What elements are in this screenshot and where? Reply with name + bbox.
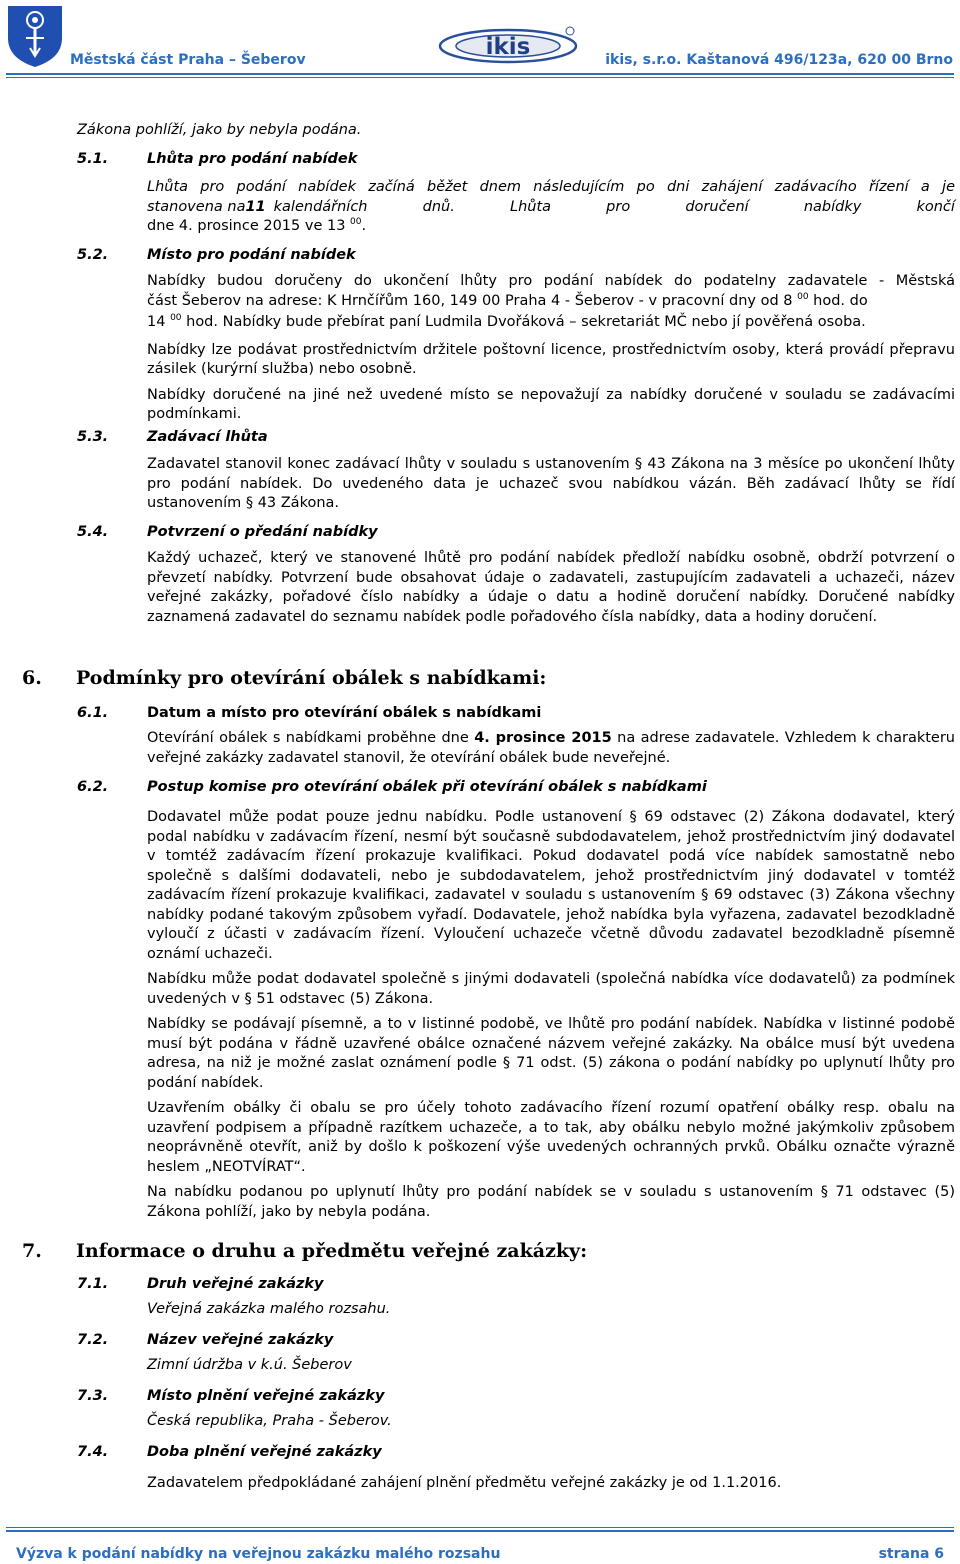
section-title: Potvrzení o předání nabídky [147,524,378,540]
header-company: ikis, s.r.o. Kaštanová 496/123a, 620 00 Brno [605,52,953,68]
text-fragment: hod. do [808,292,868,309]
section-number: 6.2. [77,779,109,795]
section-title: Zadávací lhůta [147,429,268,445]
section-number: 5.4. [77,524,109,540]
section-body [147,178,955,239]
text-fragment: . [361,218,367,234]
paragraph: Každý uchazeč, který ve stanovené lhůtě pro podání nabídek předloží nabídku osobně, obdrží potvrzení o převzetí nabídky. Potvrzení bude obsahovat údaje o zadavateli, zastupujícím zadavateli a uchazeči, název veřejné zakázky, pořadové číslo nabídky a údaje o datu a hodině doručení nabídky. Doručené nabídky zaznamená zadavatel do seznamu nabídek podle pořadového čísla nabídky, data a hodiny doručení. [147,550,955,625]
superscript: 00 [170,313,182,323]
text-bold-fragment: 11 [245,198,266,215]
footer-page-number: strana 6 [878,1546,944,1562]
section-body [147,272,955,425]
paragraph [147,729,955,768]
intro-text: Zákona pohlíží, jako by nebyla podána. [77,122,362,138]
text-fragment: 14 [147,314,171,330]
section-body [147,808,955,1222]
section-title: Místo pro podání nabídek [147,247,356,263]
text-line [147,217,955,239]
section-text: Zimní údržba v k.ú. Šeberov [147,1357,352,1373]
header-municipality: Městská část Praha – Šeberov [70,52,306,68]
text-line [147,198,955,218]
section-number: 7.3. [77,1388,109,1404]
text-fragment: část Šeberov na adrese: K Hrnčířům 160, 149 00 Praha 4 - Šeberov - v pracovní dny od 8 [147,292,798,309]
chapter-number: 7. [22,1240,42,1262]
text-fragment: stanovena na [147,198,246,215]
text-line [147,313,955,335]
paragraph: Nabídky doručené na jiné než uvedené místo se nepovažují za nabídky doručené v souladu se zadávacími podmínkami. [147,386,955,422]
section-text: Česká republika, Praha - Šeberov. [147,1413,392,1429]
paragraph: Uzavřením obálky či obalu se pro účely tohoto zadávacího řízení rozumí opatření obálky resp. obalu na uzavření podpisem a případně razítkem uchazeče, a to tak, aby obálku nebylo možné jakýmkoliv způsobem neoprávněně otevřít, aniž by došlo k poškození výše uvedených ochranných prvků. Obálku označte výrazně heslem „NEOTVÍRAT“. [147,1100,955,1175]
footer-rule [6,1530,954,1532]
text-fragment: hod. Nabídky bude přebírat paní Ludmila Dvořáková – sekretariát MČ nebo jí pověřená osoba. [181,314,866,330]
header-rule-thin [6,77,954,78]
section-title: Druh veřejné zakázky [147,1276,324,1292]
paragraph: Dodavatel může podat pouze jednu nabídku. Podle ustanovení § 69 odstavec (2) Zákona dodavatel, který podal nabídku v zadávacím řízení, nesmí být současně subdodavatelem, jehož prostřednictvím jiný dodavatel v tomtéž zadávacím řízení prokazuje kvalifikaci. Pokud dodavatel podá více nabídek samostatně nebo společně s dalšími dodavateli, nebo je subdodavatelem, jehož prostřednictvím jiný dodavatel v tomtéž zadávacím řízení prokazuje kvalifikaci, zadavatel v souladu s ustanovením § 69 odstavec (3) Zákona všechny nabídky podané takovým způsobem vyřadí. Dodavatele, jehož nabídka byla vyřazena, zadavatel bezodkladně vyloučí z účasti v zadávacím řízení. Vyloučení uchazeče včetně důvodu zadavatel bezodkladně písemně oznámí uchazeči. [147,809,955,962]
footer-document-title: Výzva k podání nabídky na veřejnou zakázku malého rozsahu [16,1546,501,1562]
text-bold-fragment: 4. prosince 2015 [474,730,612,746]
section-number: 7.4. [77,1444,109,1460]
section-title: Datum a místo pro otevírání obálek s nabídkami [147,705,542,721]
paragraph: Nabídky se podávají písemně, a to v listinné podobě, ve lhůtě pro podání nabídek. Nabídka v listinné podobě musí být podána v řádně uzavřené obálce označené názvem veřejné zakázky. Na obálce musí být uvedena adresa, na niž je možné zaslat oznámení podle § 71 odst. (5) zákona o podání nabídky po uplynutí lhůty pro podání nabídek. [147,1016,955,1091]
header-rule [6,73,954,75]
chapter-title: Informace o druhu a předmětu veřejné zakázky: [76,1240,588,1262]
footer-rule-thin [6,1527,954,1528]
section-number: 7.1. [77,1276,109,1292]
paragraph: Zadavatel stanovil konec zadávací lhůty v souladu s ustanovením § 43 Zákona na 3 měsíce po ukončení lhůty pro podání nabídek. Do uvedeného data je uchazeč svou nabídkou vázán. Běh zadávací lhůty se řídí ustanovením § 43 Zákona. [147,456,955,511]
paragraph: Nabídku může podat dodavatel společně s jinými dodavateli (společná nabídka více dodavatelů) za podmínek uvedených v § 51 odstavec (5) Zákona. [147,971,955,1007]
section-number: 7.2. [77,1332,109,1348]
coat-of-arms-logo [6,4,64,68]
ikis-logo [438,22,580,66]
section-title: Lhůta pro podání nabídek [147,151,358,167]
superscript: 00 [797,291,809,302]
svg-text:ikis: ikis [485,34,531,60]
section-text: Zadavatelem předpokládané zahájení plnění předmětu veřejné zakázky je od 1.1.2016. [147,1475,782,1491]
superscript: 00 [350,217,362,227]
text-fragment: kalendářních dnů. Lhůta pro doručení nabídky končí [273,198,955,215]
text-fragment: Otevírání obálek s nabídkami proběhne dne [147,730,475,746]
text-fragment: na adrese zadavatele. Vzhledem k charakteru veřejné zakázky zadavatel stanovil, že otevírání obálek bude neveřejné. [147,730,955,766]
section-number: 5.2. [77,247,109,263]
paragraph: Nabídky lze podávat prostřednictvím držitele poštovní licence, prostřednictvím osoby, která provádí přepravu zásilek (kurýrní služba) nebo osobně. [147,341,955,377]
text-line: Lhůta pro podání nabídek začíná běžet dnem následujícím po dni zahájení zadávacího řízení a je [147,179,955,195]
chapter-number: 6. [22,667,42,689]
text-fragment: dne 4. prosince 2015 ve 13 [147,218,351,234]
section-number: 5.3. [77,429,109,445]
text-line [147,292,955,314]
section-title: Doba plnění veřejné zakázky [147,1444,382,1460]
section-number: 5.1. [77,151,109,167]
section-text: Veřejná zakázka malého rozsahu. [147,1301,391,1317]
section-title: Postup komise pro otevírání obálek při otevírání obálek s nabídkami [147,779,707,795]
chapter-title: Podmínky pro otevírání obálek s nabídkami: [76,667,547,689]
section-number: 6.1. [77,705,109,721]
section-title: Místo plnění veřejné zakázky [147,1388,385,1404]
paragraph: Na nabídku podanou po uplynutí lhůty pro podání nabídek se v souladu s ustanovením § 71 odstavec (5) Zákona pohlíží, jako by nebyla podána. [147,1184,955,1220]
text-line: Nabídky budou doručeny do ukončení lhůty pro podání nabídek do podatelny zadavatele - Městská [147,273,955,289]
section-title: Název veřejné zakázky [147,1332,334,1348]
